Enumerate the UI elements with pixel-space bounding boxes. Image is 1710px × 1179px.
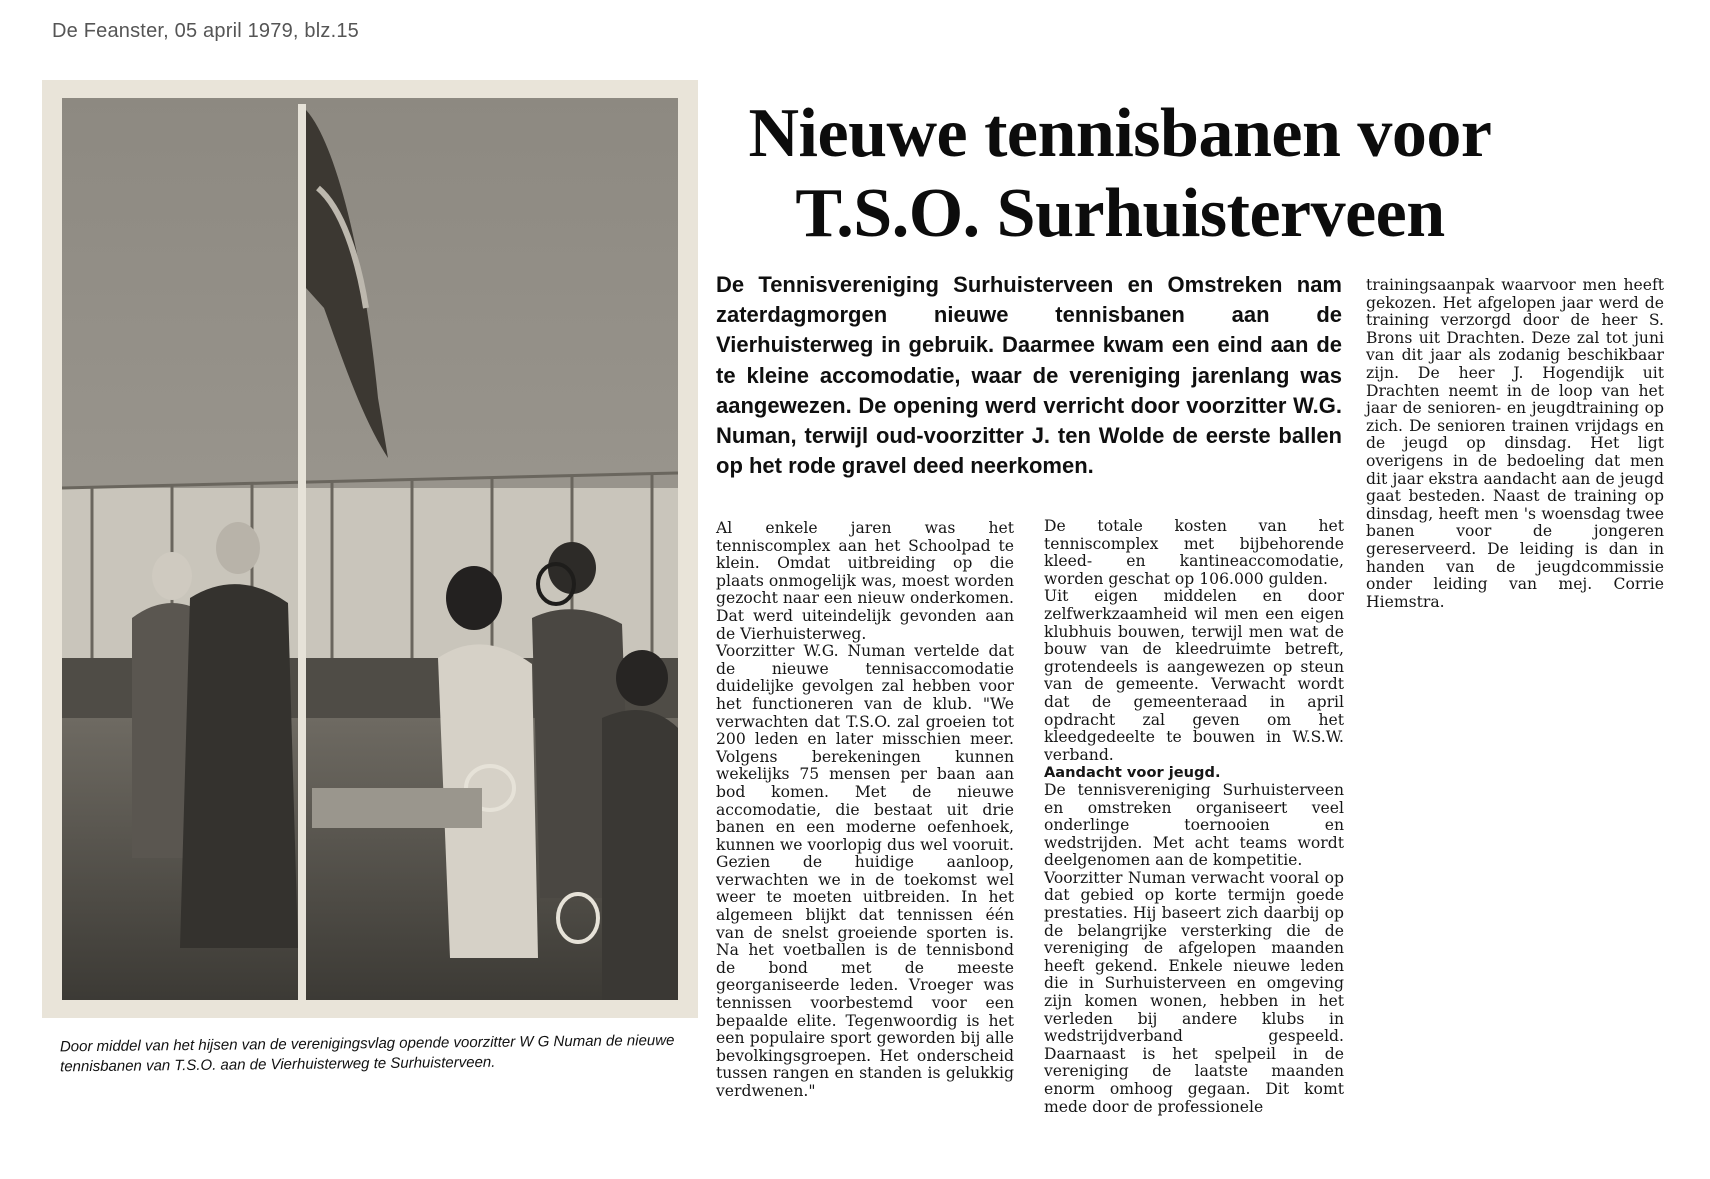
headline-line-1: Nieuwe tennisbanen voor [748,95,1492,172]
column-2 [1044,518,1344,1116]
col2-paragraph-1: De totale kosten van het tenniscomplex met bijbehorende kleed- en kantineaccomodatie, worden geschat op 106.000 gulden. [1044,517,1344,588]
col2-paragraph-3: De tennisvereniging Surhuisterveen en omstreken organiseert veel onderlinge toernooien en wedstrijden. Met acht teams wordt deelgenomen aan de kompetitie. [1044,780,1344,870]
lead-paragraph: De Tennisvereniging Surhuisterveen en Omstreken nam zaterdagmorgen nieuwe tennisbanen aan de Vierhuisterweg in gebruik. Daarmee kwam een eind aan de te kleine accomodatie, waar de vereniging jarenlang was aangewezen. De opening werd verricht door voorzitter W.G. Numan, terwijl oud-voorzitter J. ten Wolde de eerste ballen op het rode gravel deed neerkomen. [716,272,1342,479]
photo-caption: Door middel van het hijsen van de verenigingsvlag opende voorzitter W G Numan de nieuwe tennisbanen van T.S.O. aan de Vierhuisterweg te Surhuisterveen. [59,1031,675,1076]
source-line: De Feanster, 05 april 1979, blz.15 [52,20,359,42]
col2-paragraph-2: Uit eigen middelen en door zelfwerkzaamheid wil men een eigen klubhuis bouwen, terwijl men wat de bouw van de kleedruimte betreft, grotendeels is aangewezen op steun van de gemeente. Verwacht wordt dat de gemeenteraad in april opdracht zal geven om het kleedgedeelte te bouwen in W.S.W. verband. [1044,587,1344,764]
headline-line-2: T.S.O. Surhuisterveen [795,175,1445,252]
col2-subheading: Aandacht voor jeugd. [1044,764,1221,782]
article-photo [42,80,698,1018]
col1-paragraph-2: Voorzitter W.G. Numan vertelde dat de nieuwe tennisaccomodatie duidelijke gevolgen zal hebben voor het functioneren van de klub. "We verwachten dat T.S.O. zal groeien tot 200 leden en later misschien meer. Volgens berekeningen kunnen wekelijks 75 mensen per baan aan bod komen. Met de nieuwe accomodatie, die bestaat uit drie banen en een moderne oefenhoek, kunnen we voorlopig dus wel vooruit. Gezien de huidige aanloop, verwachten we in de toekomst wel weer te moeten uitbreiden. In het algemeen blijkt dat tennissen één van de snelst groeiende sporten is. Na het voetballen is de tennisbond de bond met de meeste georganiseerde leden. Vroeger was tennissen voorbestemd voor een bepaalde elite. Tegenwoordig is het een populaire sport geworden bij alle bevolkingsgroepen. Het onderscheid tussen rangen en standen is gelukkig verdwenen." [716,642,1014,1100]
headline [720,94,1520,254]
photo-flag-raising [62,98,678,1000]
col3-paragraph-1: trainingsaanpak waarvoor men heeft gekozen. Het afgelopen jaar werd de training verzorgd door de heer S. Brons uit Drachten. Deze zal tot juni van dit jaar als zodanig beschikbaar zijn. De heer J. Hogendijk uit Drachten neemt in de loop van het jaar de senioren- en jeugdtraining op zich. De senioren trainen vrijdags en de jeugd op dinsdag. Het ligt overigens in de bedoeling dat men dit jaar ekstra aandacht aan de jeugd gaat besteden. Naast de training op dinsdag, heeft men 's woensdag twee banen voor de jongeren gereserveerd. De leiding is dan in handen van de jeugdcommissie onder leiding van mej. Corrie Hiemstra. [1366,276,1664,611]
column-3 [1366,277,1664,611]
column-1 [716,520,1014,1101]
col1-paragraph-1: Al enkele jaren was het tenniscomplex aan het Schoolpad te klein. Omdat uitbreiding op die plaats onmogelijk was, moest worden gezocht naar een nieuw onderkomen. Dat werd uiteindelijk gevonden aan de Vierhuisterweg. [716,519,1014,643]
col2-paragraph-4: Voorzitter Numan verwacht vooral op dat gebied op korte termijn goede prestaties. Hij baseert zich daarbij op de belangrijke versterking die de vereniging de afgelopen maanden heeft gekend. Enkele nieuwe leden die in Surhuisterveen en omgeving zijn komen wonen, hebben in het verleden bij andere klubs in wedstrijdverband gespeeld. Daarnaast is het spelpeil in de vereniging de laatste maanden enorm omhoog gegaan. Dit komt mede door de professionele [1044,868,1344,1116]
